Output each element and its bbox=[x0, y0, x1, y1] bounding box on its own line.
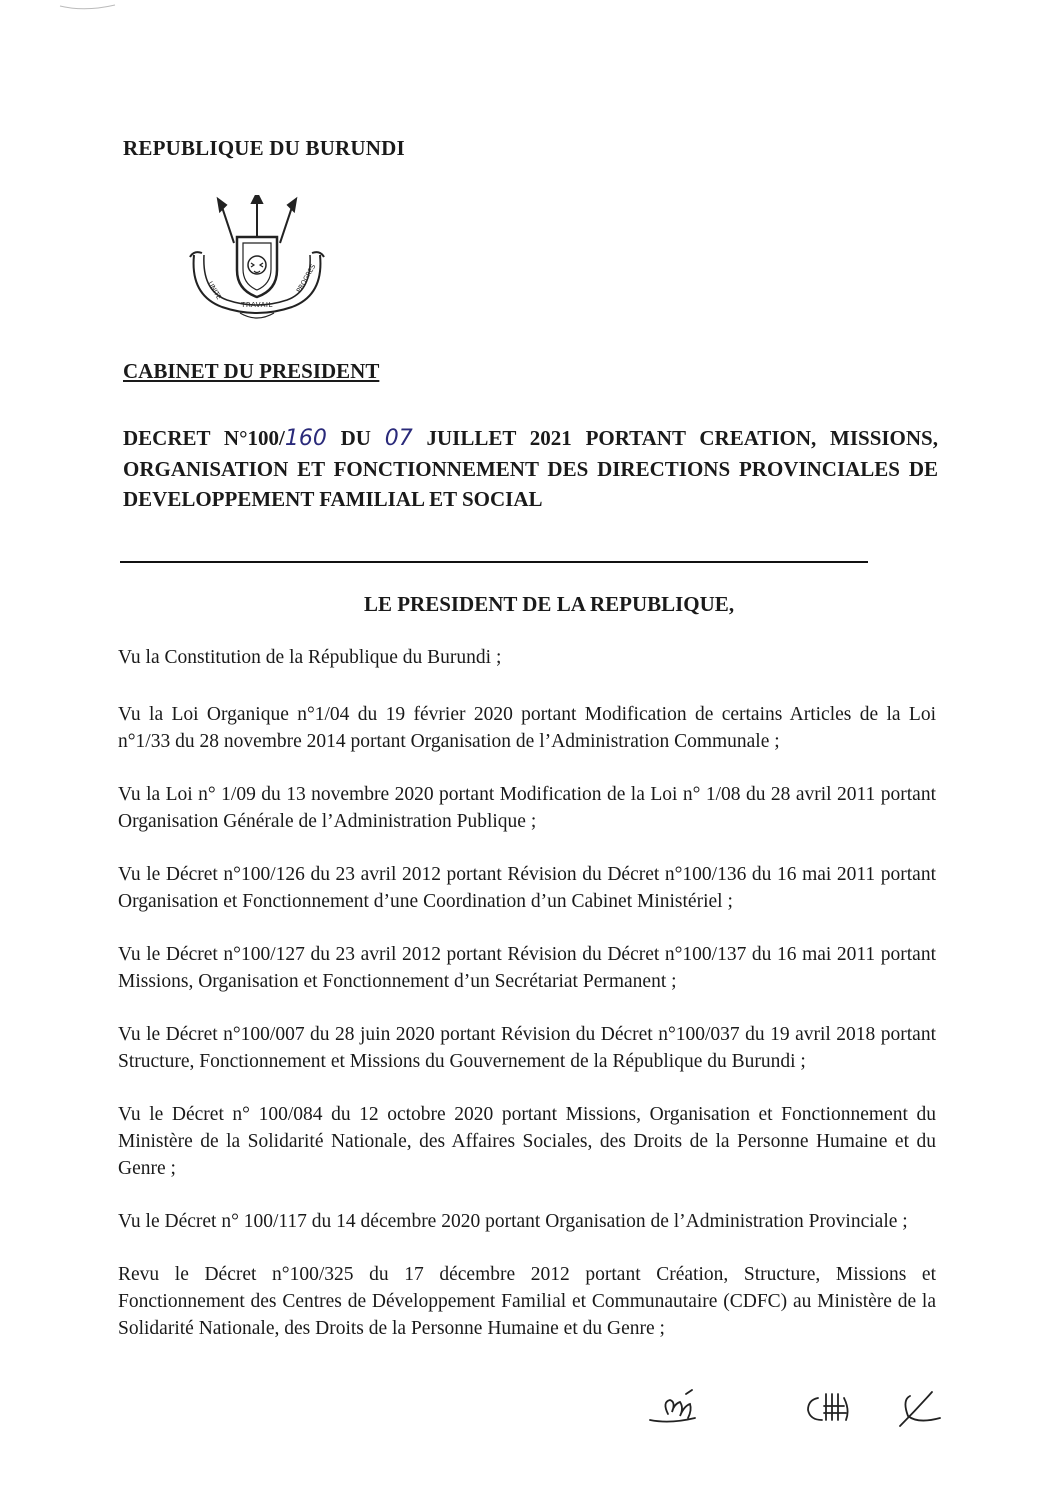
considerant-paragraph: Vu le Décret n° 100/117 du 14 décembre 2020 portant Organisation de l’Administration Provinciale ; bbox=[118, 1211, 908, 1232]
svg-text:TRAVAIL: TRAVAIL bbox=[241, 301, 273, 309]
considerants-list bbox=[118, 644, 936, 1368]
decree-title-rest: JUILLET 2021 PORTANT CREATION, MISSIONS, ORGANISATION ET FONCTIONNEMENT DES DIRECTIONS PROVINCIALES DE DEVELOPPEMENT FAMILIAL ET SOCIAL bbox=[123, 426, 938, 511]
considerant-paragraph: Vu le Décret n° 100/084 du 12 octobre 2020 portant Missions, Organisation et Fonctionnement du Ministère de la Solidarité Nationale, des Affaires Sociales, des Droits de la Personne Humaine et du Genre ; bbox=[118, 1104, 936, 1179]
considerant-paragraph: Vu le Décret n°100/126 du 23 avril 2012 portant Révision du Décret n°100/136 du 16 mai 2011 portant Organisation et Fonctionnement d’une Coordination d’un Cabinet Ministériel ; bbox=[118, 864, 936, 912]
considerant-paragraph: Vu la Loi Organique n°1/04 du 19 février 2020 portant Modification de certains Articles de la Loi n°1/33 du 28 novembre 2014 portant Organisation de l’Administration Communale ; bbox=[118, 704, 936, 752]
considerant-paragraph: Vu la Loi n° 1/09 du 13 novembre 2020 portant Modification de la Loi n° 1/08 du 28 avril 2011 portant Organisation Générale de l’Administration Publique ; bbox=[118, 784, 936, 832]
svg-text:UNITE: UNITE bbox=[206, 280, 224, 301]
scan-artifact bbox=[40, 0, 140, 20]
cabinet-heading: CABINET DU PRESIDENT bbox=[123, 359, 380, 383]
president-heading: LE PRESIDENT DE LA REPUBLIQUE, bbox=[363, 592, 735, 616]
country-heading: REPUBLIQUE DU BURUNDI bbox=[123, 136, 405, 160]
decree-day-handwritten: 07 bbox=[384, 426, 413, 451]
considerant-paragraph: Vu le Décret n°100/127 du 23 avril 2012 portant Révision du Décret n°100/137 du 16 mai 2011 portant Missions, Organisation et Fonctionnement d’un Secrétariat Permanent ; bbox=[118, 944, 936, 992]
considerant-paragraph: Revu le Décret n°100/325 du 17 décembre 2012 portant Création, Structure, Missions et Fonctionnement des Centres de Développement Familial et Communautaire (CDFC) au Ministère de la Solidarité Nationale, des Droits de la Personne Humaine et du Genre ; bbox=[118, 1264, 936, 1339]
svg-text:PROGRES: PROGRES bbox=[294, 262, 318, 294]
handwritten-initials-icon bbox=[640, 1380, 960, 1440]
decree-du: DU bbox=[326, 426, 385, 450]
decree-title bbox=[123, 423, 938, 514]
considerant-paragraph: Vu la Constitution de la République du Burundi ; bbox=[118, 647, 502, 668]
title-divider bbox=[120, 561, 868, 563]
decree-prefix: DECRET N°100/ bbox=[123, 426, 285, 450]
coat-of-arms-icon bbox=[182, 195, 332, 325]
decree-number-handwritten: 160 bbox=[284, 426, 327, 451]
considerant-paragraph: Vu le Décret n°100/007 du 28 juin 2020 portant Révision du Décret n°100/037 du 19 avril 2018 portant Structure, Fonctionnement et Missions du Gouvernement de la République du Burundi ; bbox=[118, 1024, 936, 1072]
